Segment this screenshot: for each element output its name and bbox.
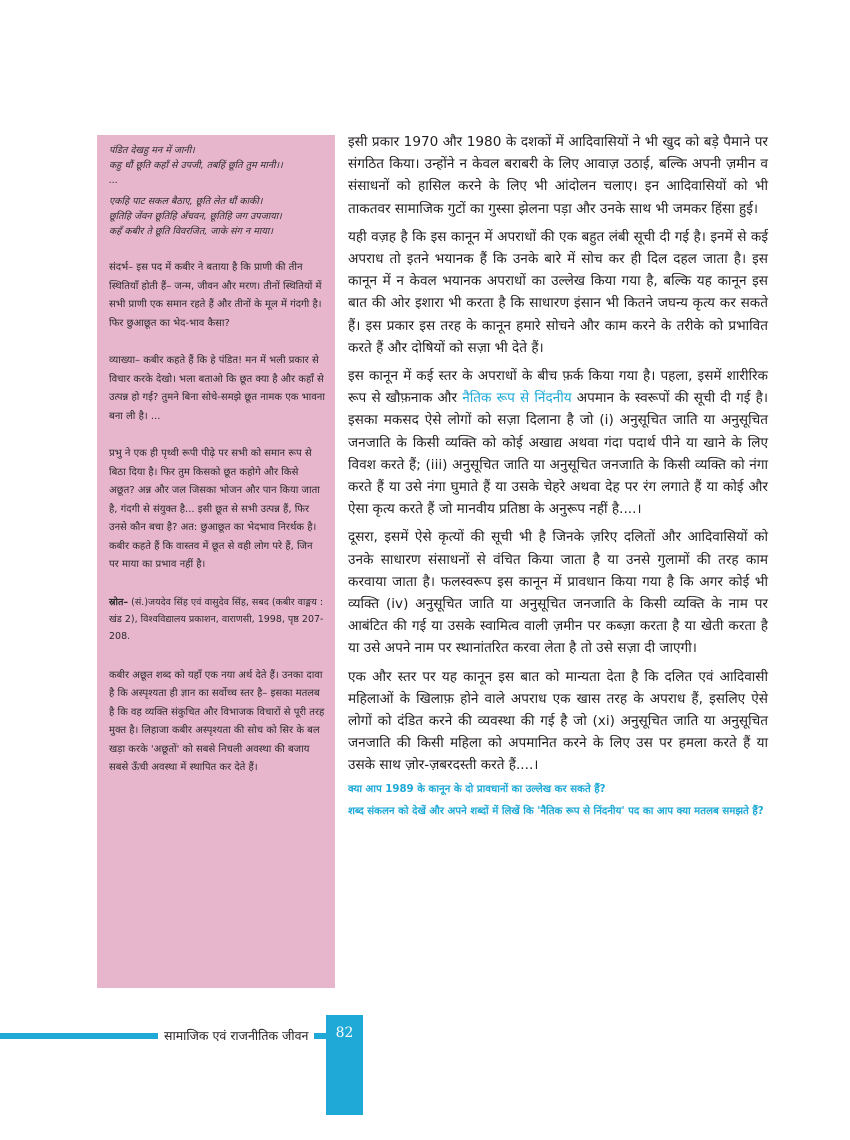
footer-book-title: सामाजिक एवं राजनीतिक जीवन [158,1027,314,1045]
sidebar-explanation: व्याख्या– कबीर कहते हैं कि हे पंडित! मन में भली प्रकार से विचार करके देखो। भला बताओ कि छूत क्या है और कहाँ से उत्पन्न हो गई? तुमने बिना सोचे-समझे छूत नामक एक भावना बना ली है। ... [109,355,325,422]
question-2: शब्द संकलन को देखें और अपने शब्दों में लिखें कि 'नैतिक रूप से निंदनीय' पद का आप क्या मतलब समझते हैं? [348,805,764,817]
glossary-term-highlight: नैतिक रूप से निंदनीय [462,390,572,407]
kabir-poem [109,143,325,239]
page-number: 82 [335,1025,354,1041]
main-text [348,131,768,827]
question-1: क्या आप 1989 के कानून के दो प्रावधानों का उल्लेख कर सकते हैं? [348,783,606,795]
paragraph-5: एक और स्तर पर यह कानून इस बात को मान्यता देता है कि दलित एवं आदिवासी महिलाओं के खिलाफ़ होने वाले अपराध एक खास तरह के अपराध हैं, इसलिए ऐसे लोगों को दंडित करने की व्यवस्था की गई है जो (xi) अनुसूचित जाति या अनुसूचित जनजाति की किसी महिला को अपमानित करने के लिए उस पर हमला करते हैं या उसके साथ ज़ोर-ज़बरदस्ती करते हैं....। [348,668,768,774]
sidebar-box [97,135,335,988]
paragraph-3 [348,365,768,520]
paragraph-1: इसी प्रकार 1970 और 1980 के दशकों में आदिवासियों ने भी खुद को बड़े पैमाने पर संगठित किया। उन्होंने न केवल बराबरी के लिए आवाज़ उठाई, बल्कि अपनी ज़मीन व संसाधनों को हासिल करने के लिए भी आंदोलन चलाए। इन आदिवासियों को भी ताकतवर सामाजिक गुटों का गुस्सा झेलना पड़ा और उनके साथ भी जमकर हिंसा हुई। [348,134,768,217]
paragraph-4: दूसरा, इसमें ऐसे कृत्यों की सूची भी है जिनके ज़रिए दलितों और आदिवासियों को उनके साधारण संसाधनों से वंचित किया जाता है या उनसे गुलामों की तरह काम करवाया जाता है। फलस्वरूप इस कानून में प्रावधान किया गया है कि अगर कोई भी व्यक्ति (iv) अनुसूचित जाति या अनुसूचित जनजाति के किसी व्यक्ति के नाम पर आबंटित की गई या उसके स्वामित्व वाली ज़मीन पर कब्ज़ा करता है या खेती करता है या उसे अपने नाम पर स्थानांतरित करवा लेता है तो उसे सज़ा दी जाएगी। [348,529,768,657]
sidebar-source [109,594,325,645]
p3-start: इस कानून में कई स्तर के अपराधों के बीच फ़र्क किया गया है। पहला, इसमें शारीरिक रूप से खौफ़नाक और [348,368,768,407]
sidebar-explanation-cont: प्रभु ने एक ही पृथ्वी रूपी पीढ़े पर सभी को समान रूप से बिठा दिया है। फिर तुम किसको छूत कहोगे और किसे अछूत? अन्न और जल जिसका भोजन और पान किया जाता है, गंदगी से संयुक्त है... इसी छूत से सभी उत्पन्न हैं, फिर उनसे कौन बचा है? अत: छुआछूत का भेदभाव निरर्थक है। कबीर कहते हैं कि वास्तव में छूत से वही लोग परे हैं, जिन पर माया का प्रभाव नहीं है। [109,448,320,570]
poem-line: पंडित देखहु मन में जानी। [109,145,195,156]
poem-line: एकहि पाट सकल बैठाए, छूति लेत धौं काकी। [109,196,263,207]
source-text: (सं.)जयदेव सिंह एवं वासुदेव सिंह, सबद (कबीर वाङ्मय : खंड 2), विश्वविद्यालय प्रकाशन, वाराणसी, 1998, पृष्ठ 207-208. [109,596,324,642]
poem-line: कहु धौं छूति कहाँ से उपजी, तबहिं छूति तुम मानी।। [109,160,283,171]
sidebar-closing: कबीर अछूत शब्द को यहाँ एक नया अर्थ देते हैं। उनका दावा है कि अस्पृश्यता ही ज्ञान का सर्वोच्च स्तर है– इसका मतलब है कि वह व्यक्ति संकुचित और विभाजक विचारों से पूरी तरह मुक्त है। लिहाजा कबीर अस्पृश्यता की सोच को सिर के बल खड़ा करके 'अछूतों' को सबसे निचली अवस्था की बजाय सबसे ऊँची अवस्था में स्थापित कर देते हैं। [109,669,325,773]
source-label: स्रोत– [109,596,129,608]
poem-line: छूतिहि जेंवन छूतिहि अँचवन, छूतिहि जग उपजाया। [109,211,282,222]
paragraph-2: यही वज़ह है कि इस कानून में अपराधों की एक बहुत लंबी सूची दी गई है। इनमें से कई अपराध तो इतने भयानक हैं कि उनके बारे में सोच कर ही दिल दहल जाता है। इस कानून में न केवल भयानक अपराधों का उल्लेख किया गया है, बल्कि यह कानून इस बात की ओर इशारा भी करता है कि साधारण इंसान भी कितने जघन्य कृत्य कर सकते हैं। इस प्रकार इस तरह के कानून हमारे सोचने और काम करने के तरीके को प्रभावित करते हैं और दोषियों को सज़ा भी देते हैं। [348,228,768,356]
poem-line: ... [109,175,119,186]
sidebar-context: संदर्भ– इस पद में कबीर ने बताया है कि प्राणी की तीन स्थितियाँ होती हैं– जन्म, जीवन और मरण। तीनों स्थितियों में सभी प्राणी एक समान रहते हैं और तीनों के मूल में गंदगी है। फिर छुआछूत का भेद-भाव कैसा? [109,262,322,329]
p3-end: अपमान के स्वरूपों की सूची दी गई है। इसका मकसद ऐसे लोगों को सज़ा दिलाना है जो (i) अनुसूचित जाति या अनुसूचित जनजाति के किसी व्यक्ति को कोई अखाद्य अथवा गंदा पदार्थ पीने या खाने के लिए विवश करते हैं; (iii) अनुसूचित जाति या अनुसूचित जनजाति के किसी व्यक्ति को नंगा करते हैं या उसे नंगा घुमाते हैं या उसके चेहरे अथवा देह पर रंग लगाते हैं या कोई और ऐसा कृत्य करते हैं जो मानवीय प्रतिष्ठा के अनुरूप नहीं है....। [348,390,768,518]
poem-line: कहँ कबीर ते छूति विवरजित, जाके संग न माया। [109,226,273,237]
